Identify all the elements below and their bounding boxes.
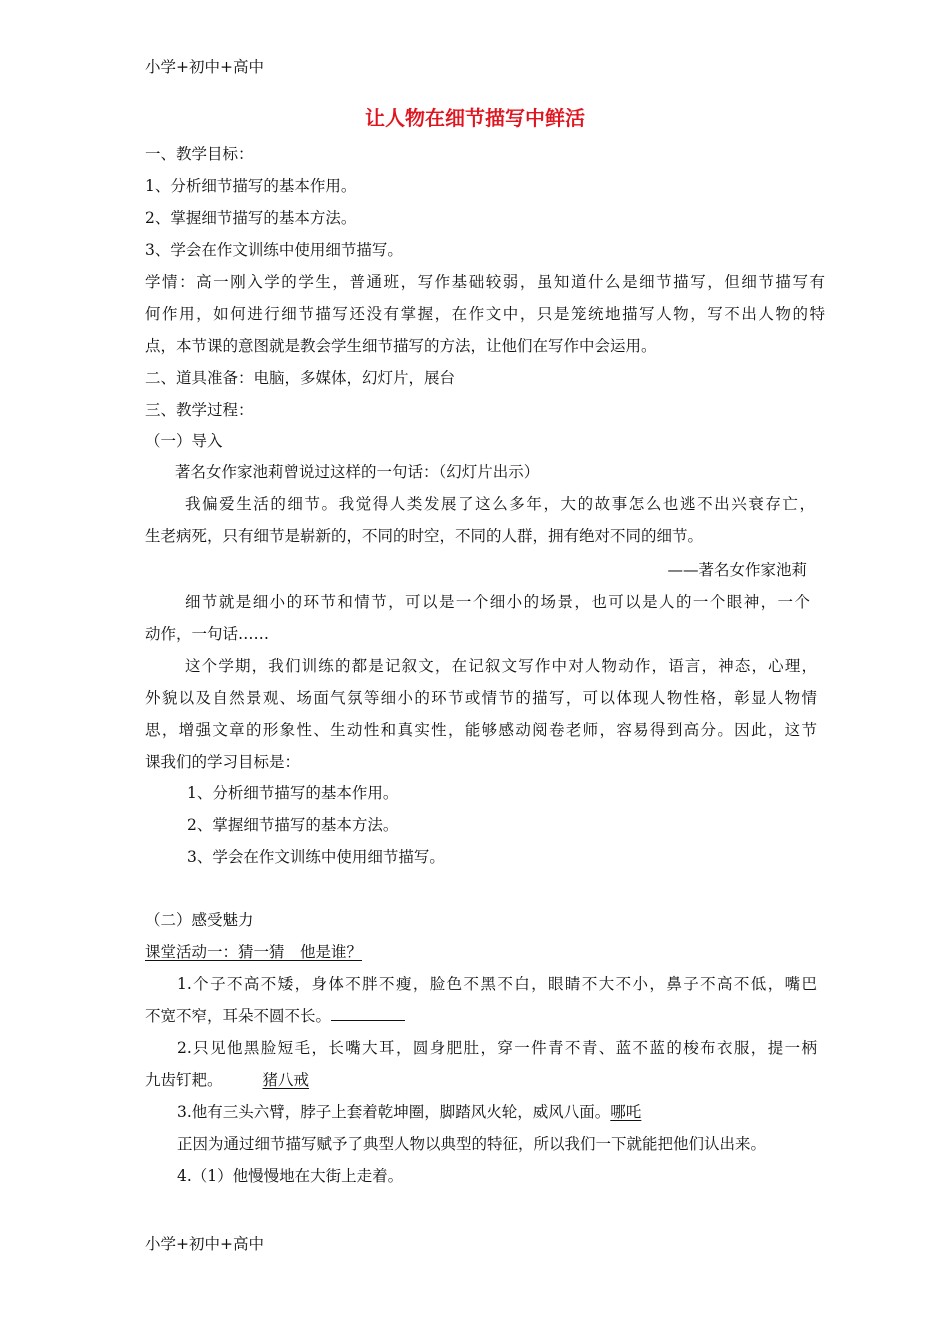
paragraph-line: 外貌以及自然景观、场面气氛等细小的环节或情节的描写，可以体现人物性格，彰显人物情	[145, 689, 817, 707]
paragraph-line: 动作，一句话……	[145, 625, 270, 643]
quote-line: 生老病死，只有细节是崭新的，不同的时空，不同的人群，拥有绝对不同的细节。	[145, 527, 704, 545]
goal-item: 2、掌握细节描写的基本方法。	[187, 816, 399, 834]
goal-item: 3、学会在作文训练中使用细节描写。	[187, 848, 445, 866]
activity-title: 课堂活动一：猜一猜 他是谁？	[145, 943, 363, 961]
question-text: 九齿钉耙。	[145, 1071, 223, 1089]
goal-item: 1、分析细节描写的基本作用。	[187, 784, 399, 802]
paragraph-line: 思，增强文章的形象性、生动性和真实性，能够感动阅卷老师，容易得到高分。因此，这节	[145, 721, 817, 739]
question-text: 不宽不窄，耳朵不圆不长。	[145, 1007, 332, 1025]
page-footer: 小学+初中+高中	[145, 1235, 264, 1253]
document-title: 让人物在细节描写中鲜活	[365, 106, 585, 130]
paragraph-line: 这个学期，我们训练的都是记叙文，在记叙文写作中对人物动作，语言，神态，心理，	[185, 657, 817, 675]
question-line: 4.（1）他慢慢地在大街上走着。	[177, 1167, 404, 1185]
answer-text: 哪吒	[610, 1103, 642, 1121]
question-line	[145, 1070, 825, 1090]
quote-line: 我偏爱生活的细节。我觉得人类发展了这么多年，大的故事怎么也逃不出兴衰存亡，	[185, 495, 815, 513]
question-line: 1.个子不高不矮，身体不胖不瘦，脸色不黑不白，眼睛不大不小，鼻子不高不低，嘴巴	[177, 975, 817, 993]
paragraph-line: 细节就是细小的环节和情节，可以是一个细小的场景，也可以是人的一个眼神，一个	[185, 593, 810, 611]
page-header: 小学+初中+高中	[145, 58, 264, 76]
subsection-heading-charm: （二）感受魅力	[145, 911, 254, 929]
activity-heading	[145, 942, 825, 962]
paragraph-line: 正因为通过细节描写赋予了典型人物以典型的特征，所以我们一下就能把他们认出来。	[177, 1135, 767, 1153]
goal-item: 2、掌握细节描写的基本方法。	[145, 209, 357, 227]
answer-text: 猪八戒	[262, 1071, 310, 1089]
answer-blank	[331, 1006, 405, 1021]
section-heading-props: 二、道具准备：电脑，多媒体，幻灯片，展台	[145, 369, 456, 387]
question-line: 2.只见他黑脸短毛，长嘴大耳，圆身肥肚，穿一件青不青、蓝不蓝的梭布衣服，提一柄	[177, 1039, 817, 1057]
subsection-heading-intro: （一）导入	[145, 432, 223, 450]
goal-item: 1、分析细节描写的基本作用。	[145, 177, 357, 195]
paragraph-line: 点，本节课的意图就是教会学生细节描写的方法，让他们在写作中会运用。	[145, 337, 657, 355]
section-heading-goals: 一、教学目标：	[145, 145, 254, 163]
paragraph-line: 何作用，如何进行细节描写还没有掌握，在作文中，只是笼统地描写人物，写不出人物的特	[145, 305, 825, 323]
question-text: 3.他有三头六臂，脖子上套着乾坤圈，脚踏风火轮，威风八面。	[177, 1103, 611, 1121]
goal-item: 3、学会在作文训练中使用细节描写。	[145, 241, 403, 259]
question-line	[145, 1006, 825, 1026]
question-line	[177, 1102, 857, 1122]
paragraph-line: 学情：高一刚入学的学生，普通班，写作基础较弱，虽知道什么是细节描写，但细节描写有	[145, 273, 825, 291]
section-heading-process: 三、教学过程：	[145, 401, 254, 419]
paragraph-line: 著名女作家池莉曾说过这样的一句话：（幻灯片出示）	[175, 463, 540, 481]
paragraph-line: 课我们的学习目标是：	[145, 753, 301, 771]
quote-attribution: ——著名女作家池莉	[667, 561, 807, 579]
